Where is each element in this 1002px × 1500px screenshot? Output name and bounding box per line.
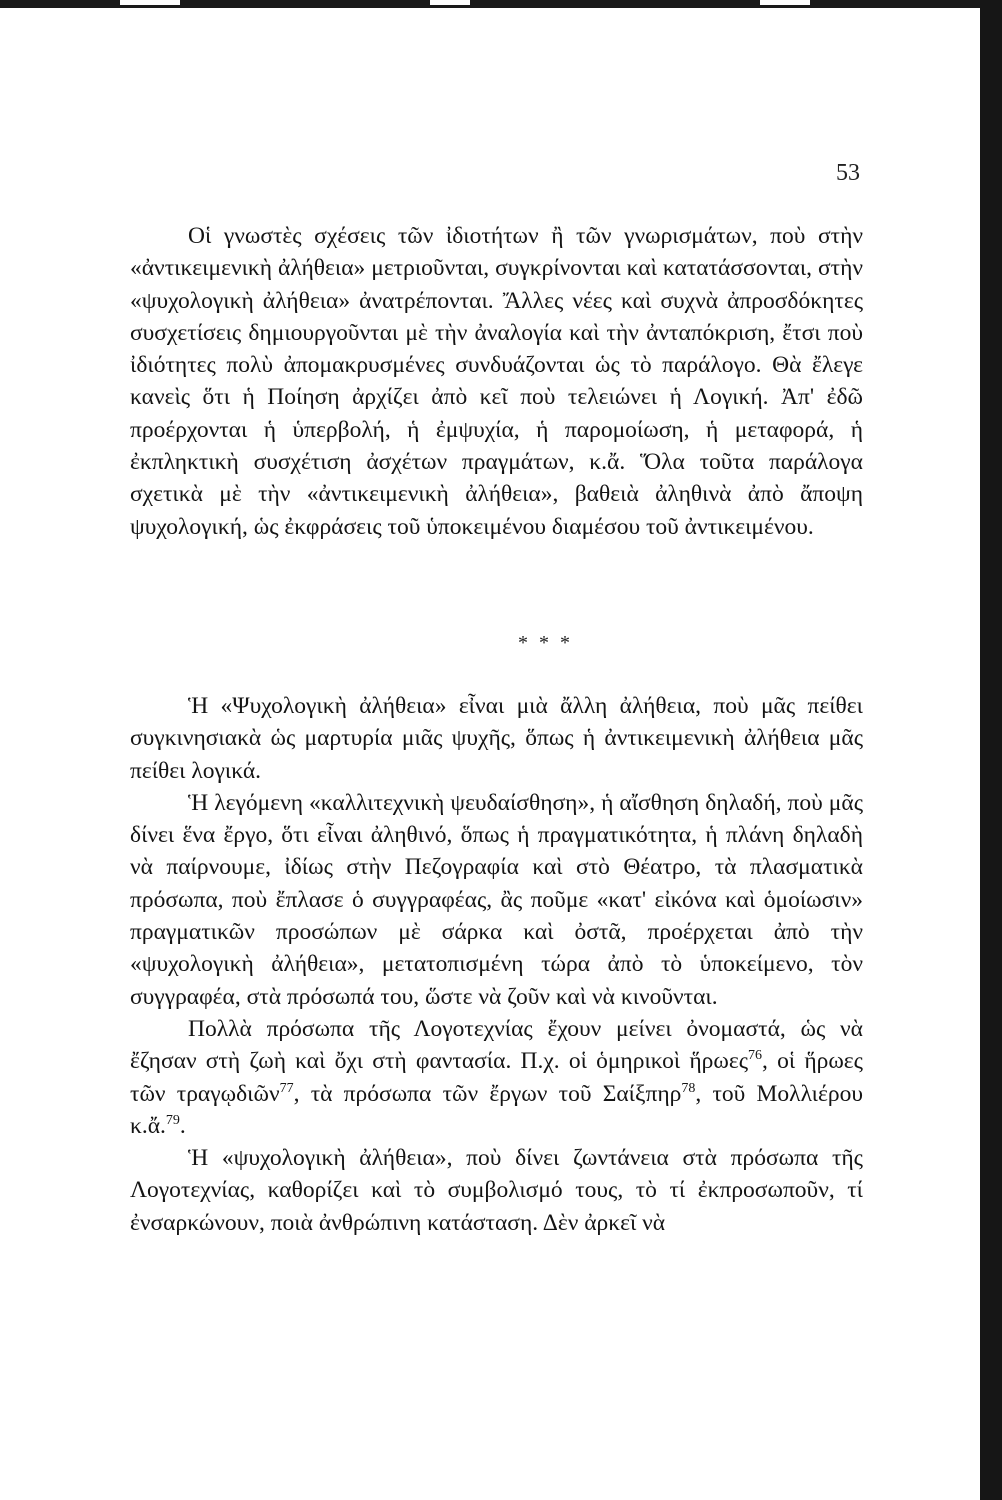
text-section-1 [130, 220, 863, 543]
paragraph-text: . [179, 1112, 186, 1139]
paragraph: Ἡ λεγόμενη «καλλιτεχνικὴ ψευδαίσθηση», ἡ αἴσθηση δηλαδή, ποὺ μᾶς δίνει ἕνα ἔργο, ὅτι εἶναι ἀληθινό, ὅπως ἡ πραγματικότητα, ἡ πλάνη δηλαδὴ νὰ παίρνουμε, ἰδίως στὴν Πεζογραφία καὶ στὸ Θέατρο, τὰ πλασματικὰ πρόσωπα, ποὺ ἔπλασε ὁ συγγραφέας, ἂς ποῦμε «κατ' εἰκόνα καὶ ὁμοίωσιν» πραγματικῶν προσώπων μὲ σάρκα καὶ ὀστᾶ, προέρχεται ἀπὸ τὴν «ψυχολογικὴ ἀλήθεια», μετατοπισμένη τώρα ἀπὸ τὸ ὑποκείμενο, τὸν συγγραφέα, στὰ πρόσωπά του, ὥστε νὰ ζοῦν καὶ νὰ κινοῦνται. [130, 789, 863, 1010]
text-section-2 [130, 690, 863, 1239]
page-number: 53 [836, 160, 860, 186]
paragraph-with-footnotes [130, 1013, 863, 1142]
scan-top-edge-gap [760, 0, 810, 5]
paragraph: Ἡ «ψυχολογικὴ ἀλήθεια», ποὺ δίνει ζωντάνεια στὰ πρόσωπα τῆς Λογοτεχνίας, καθορίζει καὶ τὸ συμβολισμό τους, τὸ τί ἐκπροσωποῦν, τί ἐνσαρκώνουν, ποιὰ ἀνθρώπινη κατάσταση. Δὲν ἀρκεῖ νὰ [130, 1145, 863, 1236]
paragraph: Ἡ «Ψυχολογικὴ ἀλήθεια» εἶναι μιὰ ἄλλη ἀλήθεια, ποὺ μᾶς πείθει συγκινησιακὰ ὡς μαρτυρία μιᾶς ψυχῆς, ὅπως ἡ ἀντικειμενικὴ ἀλήθεια μᾶς πείθει λογικά. [130, 693, 863, 784]
section-separator: * * * [518, 632, 573, 654]
footnote-ref[interactable]: 78 [681, 1080, 696, 1096]
scan-top-edge-gap [430, 0, 470, 5]
footnote-ref[interactable]: 79 [165, 1113, 180, 1129]
paragraph-text: , τοῦ Μολλιέρου κ.ἄ. [130, 1080, 863, 1139]
footnote-ref[interactable]: 77 [279, 1080, 294, 1096]
scan-top-edge-gap [120, 0, 180, 5]
paragraph: Οἱ γνωστὲς σχέσεις τῶν ἰδιοτήτων ἢ τῶν γνωρισμάτων, ποὺ στὴν «ἀντικειμενικὴ ἀλήθεια» μετριοῦνται, συγκρίνονται καὶ κατατάσσονται, στὴν «ψυχολογικὴ ἀλήθεια» ἀνατρέπονται. Ἄλλες νέες καὶ συχνὰ ἀπροσδόκητες συσχετίσεις δημιουργοῦνται μὲ τὴν ἀναλογία καὶ τὴν ἀνταπόκριση, ἔτσι ποὺ ἰδιότητες πολὺ ἀπομακρυσμένες συνδυάζονται ὡς τὸ παράλογο. Θὰ ἔλεγε κανεὶς ὅτι ἡ Ποίηση ἀρχίζει ἀπὸ κεῖ ποὺ τελειώνει ἡ Λογική. Ἀπ' ἐδῶ προέρχονται ἡ ὑπερβολή, ἡ ἐμψυχία, ἡ παρομοίωση, ἡ μεταφορά, ἡ ἐκπληκτικὴ συσχέτιση ἀσχέτων πραγμάτων, κ.ἄ. Ὅλα τοῦτα παράλογα σχετικὰ μὲ τὴν «ἀντικειμενικὴ ἀλήθεια», βαθειὰ ἀληθινὰ ἀπὸ ἄποψη ψυχολογική, ὡς ἐκφράσεις τοῦ ὑποκειμένου διαμέσου τοῦ ἀντικειμένου. [130, 223, 863, 540]
footnote-ref[interactable]: 76 [748, 1048, 763, 1064]
paragraph-text: , τὰ πρόσωπα τῶν ἔργων τοῦ Σαίξπηρ [293, 1080, 682, 1107]
paragraph-text: , οἱ ἥρωες τῶν τραγῳδιῶν [130, 1048, 863, 1107]
scan-right-edge [980, 0, 1002, 1500]
paragraph-text: Πολλὰ πρόσωπα τῆς Λογοτεχνίας ἔχουν μείνει ὀνομαστά, ὡς νὰ ἔζησαν στὴ ζωὴ καὶ ὄχι στὴ φαντασία. Π.χ. οἱ ὁμηρικοὶ ἥρωες [130, 1015, 863, 1075]
